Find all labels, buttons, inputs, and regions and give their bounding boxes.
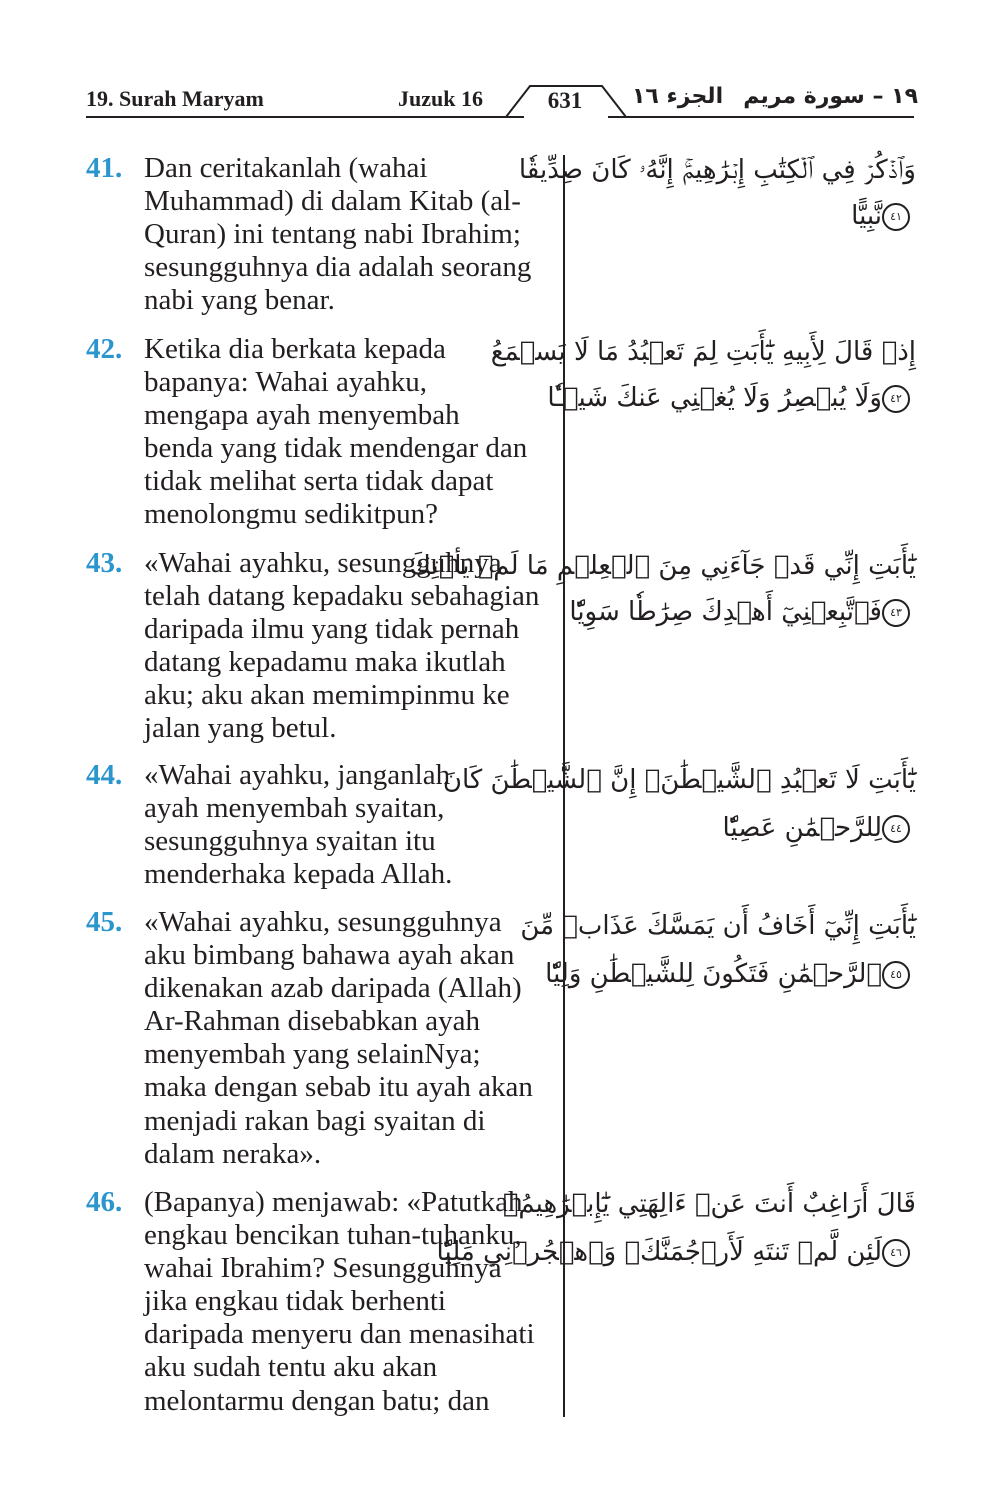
arabic-verse-line: ٤٣فَٱتَّبِعۡنِيٓ أَهۡدِكَ صِرَٰطٗا سَوِيّٗا [586, 592, 916, 632]
arabic-verse-line: إِذۡ قَالَ لِأَبِيهِ يَٰٓأَبَتِ لِمَ تَعۡبُدُ مَا لَا يَسۡمَعُ [490, 337, 916, 367]
juz-label-arabic: الجزء ١٦ [632, 84, 724, 109]
ayah-number-marker: ٤٢ [882, 385, 910, 413]
ayah-number-marker: ٤٥ [882, 961, 910, 989]
verse-number: 46. [86, 1186, 123, 1218]
verse-translation: Dan ceritakanlah (wahai Muhammad) di dalam Kitab (al- Quran) ini tentang nabi Ibrahim; sesungguhnya dia adalah seorang nabi yang benar. [144, 152, 532, 317]
arabic-verse-line: وَٱذۡكُرۡ فِي ٱلۡكِتَٰبِ إِبۡرَٰهِيمَۚ إِنَّهُۥ كَانَ صِدِّيقٗا [518, 155, 916, 185]
verse-number: 43. [86, 547, 123, 579]
verse-translation: Ketika dia berkata kepada bapanya: Wahai ayahku, mengapa ayah menyembah benda yang tidak mendengar dan tidak melihat serta tidak dapat menolongmu sedikitpun? [144, 333, 528, 531]
ayah-number-marker: ٤١ [882, 203, 910, 231]
arabic-verse-line: قَالَ أَرَاغِبٌ أَنتَ عَنۡ ءَالِهَتِي يَٰٓإِبۡرَٰهِيمُۖ [502, 1189, 916, 1219]
ayah-number-marker: ٤٣ [882, 599, 910, 627]
ayah-number-marker: ٤٦ [882, 1239, 910, 1267]
arabic-verse-line: يَٰٓأَبَتِ لَا تَعۡبُدِ ٱلشَّيۡطَٰنَۖ إِنَّ ٱلشَّيۡطَٰنَ كَانَ [442, 765, 916, 795]
arabic-verse-line: ٤٤لِلرَّحۡمَٰنِ عَصِيّٗا [586, 808, 916, 848]
arabic-verse-line: ٤٥ٱلرَّحۡمَٰنِ فَتَكُونَ لِلشَّيۡطَٰنِ وَلِيّٗا [586, 954, 916, 994]
arabic-verse-line: ٤٢وَلَا يُبۡصِرُ وَلَا يُغۡنِي عَنكَ شَيۡـٔٗا [586, 378, 916, 418]
ayah-number-marker: ٤٤ [882, 815, 910, 843]
verse-translation: (Bapanya) menjawab: «Patutkah engkau bencikan tuhan-tuhanku, wahai Ibrahim? Sesungguhnya jika engkau tidak berhenti daripada menyeru dan menasihati aku sudah tentu aku akan melontarmu dengan batu; dan [144, 1186, 535, 1417]
verse-number: 42. [86, 333, 123, 365]
arabic-verse-line: يَٰٓأَبَتِ إِنِّي قَدۡ جَآءَنِي مِنَ ٱلۡعِلۡمِ مَا لَمۡ يَأۡتِكَ [409, 551, 916, 581]
verse-number: 45. [86, 906, 123, 938]
arabic-verse-line: ٤٦لَئِن لَّمۡ تَنتَهِ لَأَرۡجُمَنَّكَۖ وَٱهۡجُرۡنِي مَلِيّٗا [586, 1232, 916, 1272]
verse-number: 41. [86, 152, 123, 184]
surah-title-arabic: ١٩ – سورة مريم [743, 84, 918, 109]
page-number: 631 [547, 88, 583, 113]
verse-number: 44. [86, 759, 123, 791]
arabic-verse-line: ٤١نَّبِيًّا [586, 196, 916, 236]
verse-translation: «Wahai ayahku, sesungguhnya aku bimbang bahawa ayah akan dikenakan azab daripada (Allah) Ar-Rahman disebabkan ayah menyembah yang selainNya; maka dengan sebab itu ayah akan menjadi rakan bagi syaitan di dalam neraka». [144, 906, 533, 1170]
surah-title-latin: 19. Surah Maryam [86, 86, 264, 111]
verse-translation: «Wahai ayahku, sesungguhnya telah datang kepadaku sebahagian daripada ilmu yang tidak pernah datang kepadamu maka ikutlah aku; aku akan memimpinmu ke jalan yang betul. [144, 547, 540, 745]
juzuk-label-latin: Juzuk 16 [398, 86, 483, 111]
arabic-verse-line: يَٰٓأَبَتِ إِنِّيٓ أَخَافُ أَن يَمَسَّكَ عَذَابٞ مِّنَ [520, 911, 916, 941]
verse-translation: «Wahai ayahku, janganlah ayah menyembah syaitan, sesungguhnya syaitan itu menderhaka kepada Allah. [144, 759, 453, 891]
